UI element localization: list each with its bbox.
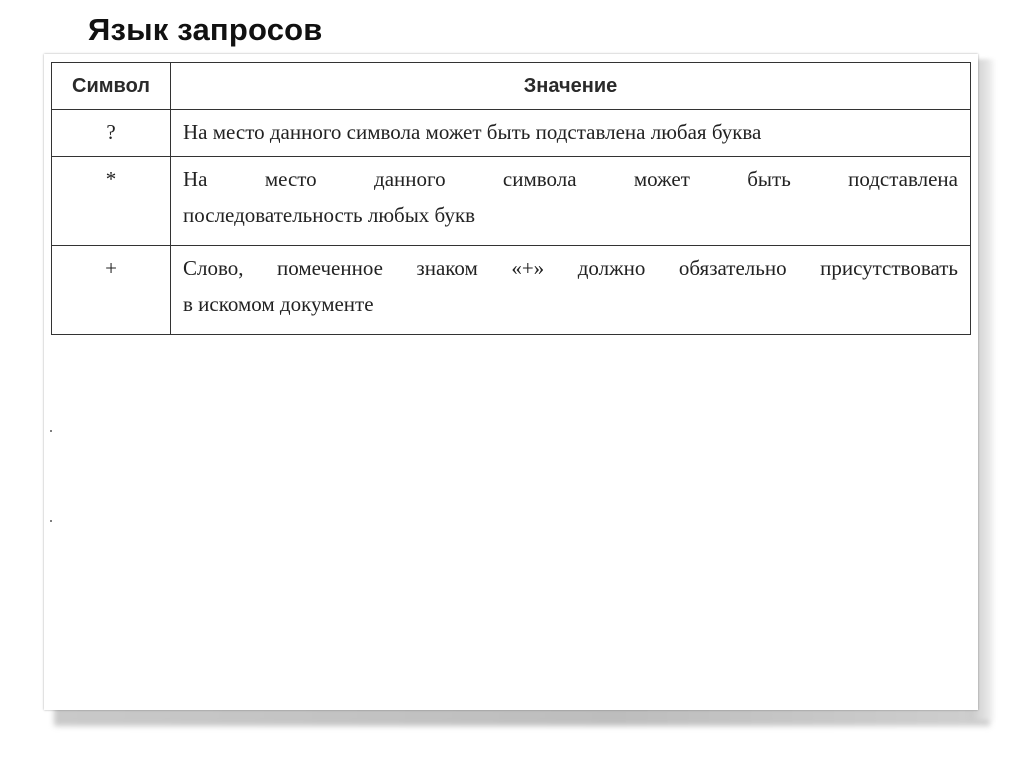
meaning-text-line1: На место данного символа может быть подставлена (183, 167, 958, 191)
scanned-sheet (44, 54, 978, 710)
table-row (52, 157, 971, 246)
meaning-cell (171, 157, 971, 246)
table-row (52, 110, 971, 157)
table-row (52, 246, 971, 335)
meaning-text-line2: последовательность любых букв (183, 203, 476, 227)
query-syntax-table (51, 62, 971, 335)
header-symbol: Символ (52, 63, 171, 110)
meaning-text-line1: Слово, помеченное знаком «+» должно обязательно присутствовать (183, 256, 958, 280)
scan-speck (50, 520, 52, 522)
slide-title: Язык запросов (88, 12, 323, 47)
symbol-cell: + (52, 246, 171, 335)
header-meaning: Значение (171, 63, 971, 110)
symbol-cell: ? (52, 110, 171, 157)
scan-speck (50, 430, 52, 432)
meaning-text: На место данного символа может быть подставлена любая буква (183, 120, 762, 144)
symbol-cell: * (52, 157, 171, 246)
meaning-cell (171, 110, 971, 157)
meaning-text-line2: в искомом документе (183, 292, 374, 316)
meaning-cell (171, 246, 971, 335)
table-header-row (52, 63, 971, 110)
